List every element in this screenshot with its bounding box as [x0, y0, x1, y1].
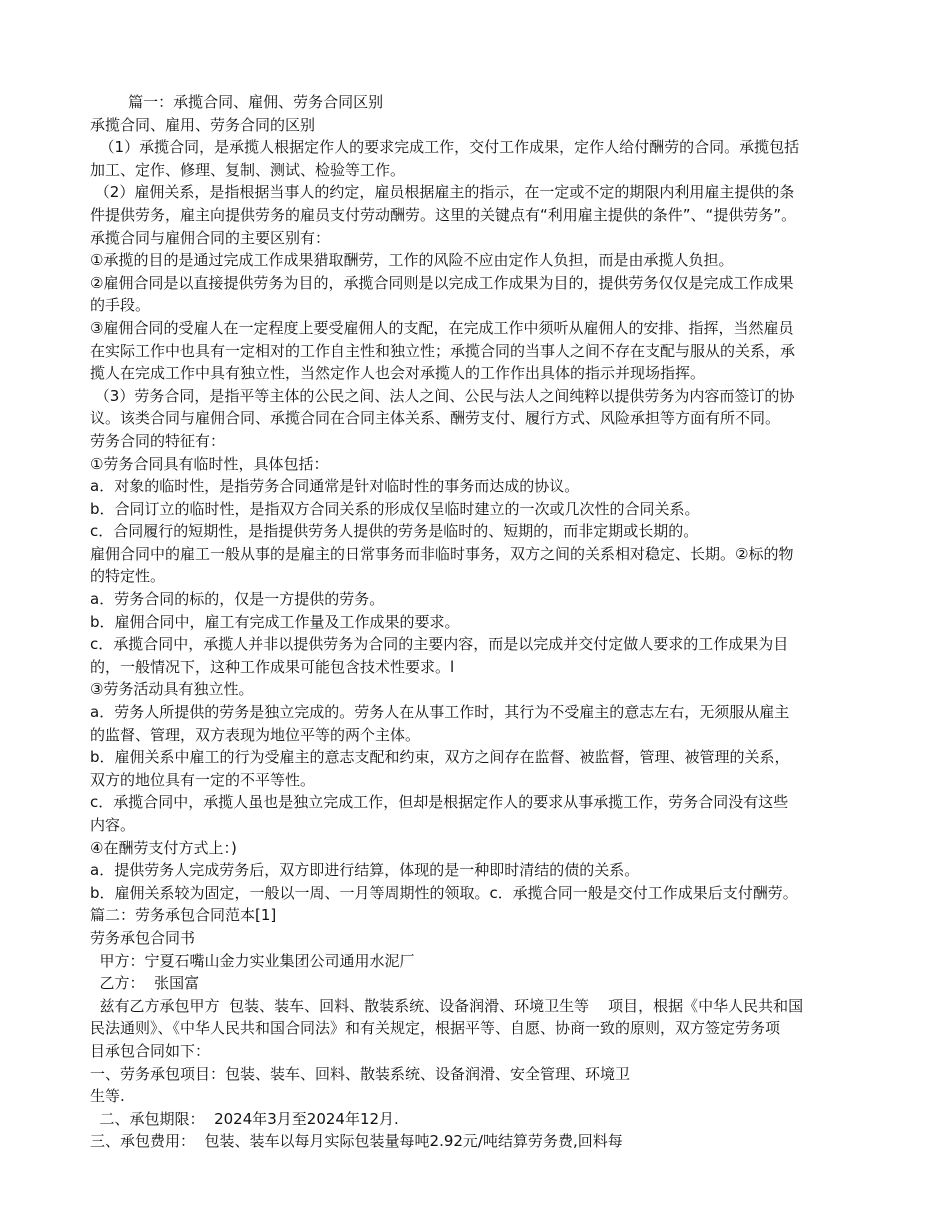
list-item: 内容。: [90, 816, 136, 834]
list-item: 的，一般情况下，这种工作成果可能包含技术性要求。l: [90, 657, 455, 676]
list-item: ①劳务合同具有临时性，具体包括：: [90, 454, 329, 473]
list-item: a．提供劳务人完成劳务后，双方即进行结算，体现的是一种即时清结的债的关系。: [90, 861, 640, 880]
list-item: ②雇佣合同是以直接提供劳务为目的，承揽合同则是以完成工作成果为目的，提供劳务仅仅是完成工作成果: [90, 273, 794, 292]
document-page: [90, 91, 865, 1153]
party-b: 乙方： 张国富: [90, 974, 200, 993]
paragraph-line: （3）劳务合同，是指平等主体的公民之间、法人之间、公民与法人之间纯粹以提供劳务为内容而签订的协: [90, 386, 795, 405]
paragraph-line: 雇佣合同中的雇工一般从事的是雇主的日常事务而非临时事务，双方之间的关系相对稳定、长期。②标的物: [90, 544, 794, 563]
list-item: c．承揽合同中，承揽人虽也是独立完成工作，但却是根据定作人的要求从事承揽工作，劳务合同没有这些: [90, 793, 789, 812]
list-item: 揽人在完成工作中具有独立性，当然定作人也会对承揽人的工作作出具体的指示并现场指挥。: [90, 364, 706, 383]
party-a: 甲方：宁夏石嘴山金力实业集团公司通用水泥厂: [90, 951, 415, 970]
paragraph-line: 件提供劳务，雇主向提供劳务的雇员支付劳动酬劳。这里的关键点有“利用雇主提供的条件”、“提供劳务”。: [90, 205, 797, 224]
list-item: a．对象的临时性，是指劳务合同通常是针对临时性的事务而达成的协议。: [90, 477, 580, 496]
section-heading-2: 篇二：劳务承包合同范本[1]: [90, 906, 277, 925]
paragraph-line: （2）雇佣关系，是指根据当事人的约定，雇员根据雇主的指示，在一定或不定的期限内利用雇主提供的条: [90, 183, 795, 202]
list-item: ④在酬劳支付方式上：): [90, 838, 237, 857]
paragraph-line: （1）承揽合同，是承揽人根据定作人的要求完成工作，交付工作成果，定作人给付酬劳的合同。承揽包括: [90, 138, 800, 157]
paragraph-line: 承揽合同与雇佣合同的主要区别有：: [90, 228, 331, 247]
list-item: b．合同订立的临时性，是指双方合同关系的形成仅呈临时建立的一次或几次性的合同关系。: [90, 499, 700, 518]
paragraph-line: 的特定性。: [90, 567, 166, 586]
paragraph-line: 目承包合同如下：: [90, 1041, 211, 1060]
list-item: b．雇佣关系中雇工的行为受雇主的意志支配和约束，双方之间存在监督、被监督，管理、被管理的关系，: [90, 748, 790, 767]
contract-clause: 二、承包期限： 2024年3月至2024年12月.: [90, 1109, 399, 1128]
list-item: 双方的地位具有一定的不平等性。: [90, 770, 316, 789]
paragraph-line: 加工、定作、修理、复制、测试、检验等工作。: [90, 160, 406, 179]
list-item: c．合同履行的短期性，是指提供劳务人提供的劳务是临时的、短期的，而非定期或长期的。: [90, 522, 699, 541]
section-heading-1: 篇一：承揽合同、雇佣、劳务合同区别: [90, 93, 384, 111]
list-item: ③劳务活动具有独立性。: [90, 680, 254, 699]
list-item: ③雇佣合同的受雇人在一定程度上要受雇佣人的支配，在完成工作中须听从雇佣人的安排、指挥，当然雇员: [90, 318, 794, 337]
contract-clause: 三、承包费用： 包装、装车以每月实际包装量每吨2.92元/吨结算劳务费,回料每: [90, 1132, 623, 1151]
paragraph-line: 议。该类合同与雇佣合同、承揽合同在合同主体关系、酬劳支付、履行方式、风险承担等方面有所不同。: [90, 409, 781, 428]
paragraph-line: 兹有乙方承包甲方 包装、装车、回料、散装系统、设备润滑、环境卫生等 项目，根据《中华人民共和国: [90, 996, 804, 1015]
list-item: 的手段。: [90, 296, 151, 315]
list-item: a．劳务人所提供的劳务是独立完成的。劳务人在从事工作时，其行为不受雇主的意志左右，无须服从雇主: [90, 703, 790, 722]
list-item: b．雇佣关系较为固定，一般以一周、一月等周期性的领取。c．承揽合同一般是交付工作成果后支付酬劳。: [90, 883, 798, 902]
contract-title: 劳务承包合同书: [90, 928, 196, 947]
paragraph-line: 劳务合同的特征有：: [90, 431, 226, 450]
list-item: 的监督、管理，双方表现为地位平等的两个主体。: [90, 725, 421, 744]
list-item: c．承揽合同中，承揽人并非以提供劳务为合同的主要内容，而是以完成并交付定做人要求的工作成果为目: [90, 635, 789, 654]
list-item: a．劳务合同的标的，仅是一方提供的劳务。: [90, 590, 385, 609]
list-item: 在实际工作中也具有一定相对的工作自主性和独立性；承揽合同的当事人之间不存在支配与服从的关系，承: [90, 341, 796, 360]
contract-clause: 生等.: [90, 1087, 125, 1106]
list-item: ①承揽的目的是通过完成工作成果猎取酬劳，工作的风险不应由定作人负担，而是由承揽人负担。: [90, 251, 734, 270]
contract-clause: 一、劳务承包项目：包装、装车、回料、散装系统、设备润滑、安全管理、环境卫: [90, 1064, 631, 1083]
subheading: 承揽合同、雇用、劳务合同的区别: [90, 115, 316, 134]
list-item: b．雇佣合同中，雇工有完成工作量及工作成果的要求。: [90, 612, 460, 631]
paragraph-line: 民法通则》、《中华人民共和国合同法》和有关规定，根据平等、自愿、协商一致的原则，双方签定劳务项: [90, 1019, 781, 1038]
